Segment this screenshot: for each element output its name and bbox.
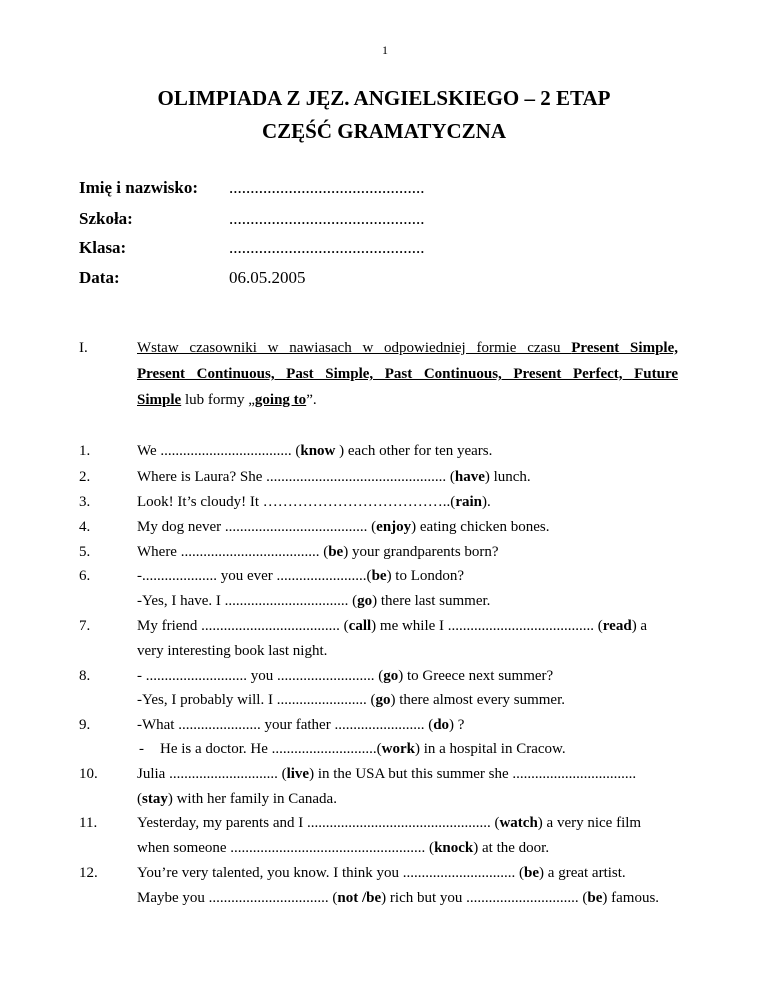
item-number: 5. xyxy=(79,544,91,560)
document-subtitle: CZĘŚĆ GRAMATYCZNA xyxy=(261,119,507,143)
tense-name: Simple xyxy=(137,392,182,408)
verb: rain xyxy=(455,494,482,510)
exercise-line: -.................... you ever ........................(be) to London? xyxy=(137,568,465,584)
verb: go xyxy=(357,593,373,609)
item-number: 6. xyxy=(79,568,91,584)
verb: call xyxy=(348,618,372,634)
item-number: 4. xyxy=(79,519,91,535)
name-label: Imię i nazwisko: xyxy=(79,178,198,197)
item-number: 2. xyxy=(79,469,91,485)
verb: not /be xyxy=(337,890,382,906)
dash-bullet: - xyxy=(139,741,144,757)
exercise-line: Julia ............................. (live) in the USA but this summer she ................................. xyxy=(137,766,637,782)
instruction-text: ”. xyxy=(306,392,317,408)
verb: be xyxy=(587,890,603,906)
class-label: Klasa: xyxy=(79,238,127,257)
verb: watch xyxy=(499,815,538,831)
date-label: Data: xyxy=(79,268,120,287)
instruction-line-3 xyxy=(137,392,678,409)
exercise-line: You’re very talented, you know. I think you .............................. (be) a great artist. xyxy=(137,865,626,881)
item-number: 10. xyxy=(79,766,98,782)
section-number: I. xyxy=(79,340,88,356)
verb: be xyxy=(371,568,387,584)
exercise-line: Where is Laura? She ................................................ (have) lunch. xyxy=(137,469,531,485)
instruction-line-2: Present Continuous, Past Simple, Past Continuous, Present Perfect, Future xyxy=(137,366,678,382)
name-field[interactable]: .............................................. xyxy=(229,178,425,197)
verb: be xyxy=(328,544,344,560)
item-number: 7. xyxy=(79,618,91,634)
exercise-line: He is a doctor. He ............................(work) in a hospital in Cracow. xyxy=(160,741,566,757)
instruction-text: lub formy „ xyxy=(181,392,255,408)
verb: read xyxy=(602,618,632,634)
verb: live xyxy=(286,766,310,782)
school-label: Szkoła: xyxy=(79,209,133,228)
exercise-line: very interesting book last night. xyxy=(137,643,328,659)
exercise-line: Yesterday, my parents and I ................................................. (watch) a very nice film xyxy=(137,815,642,831)
exercise-line: Where ..................................... (be) your grandparents born? xyxy=(137,544,499,560)
item-number: 9. xyxy=(79,717,91,733)
verb: work xyxy=(381,741,415,757)
item-number: 12. xyxy=(79,865,98,881)
school-field[interactable]: .............................................. xyxy=(229,209,425,228)
exercise-line: My friend ..................................... (call) me while I ....................................... (read) a xyxy=(137,618,648,634)
exercise-line: We ................................... (know ) each other for ten years. xyxy=(137,443,493,459)
exercise-line: Maybe you ................................ (not /be) rich but you .............................. (be) famous. xyxy=(137,890,660,906)
verb: knock xyxy=(434,840,474,856)
item-number: 11. xyxy=(79,815,98,831)
exercise-line: (stay) with her family in Canada. xyxy=(137,791,337,807)
exercise-line: when someone .................................................... (knock) at the door. xyxy=(137,840,550,856)
exercise-line: -Yes, I have. I ................................. (go) there last summer. xyxy=(137,593,491,609)
verb: enjoy xyxy=(376,519,412,535)
going-to-form: going to xyxy=(254,392,307,408)
verb: have xyxy=(454,469,485,485)
exercise-line: Look! It’s cloudy! It ………………………………..(rain). xyxy=(137,494,491,510)
item-number: 3. xyxy=(79,494,91,510)
verb: go xyxy=(383,668,399,684)
item-number: 1. xyxy=(79,443,91,459)
exercise-line: - ........................... you .......................... (go) to Greece next summer? xyxy=(137,668,554,684)
verb: stay xyxy=(142,791,168,807)
verb: do xyxy=(433,717,450,733)
date-value: 06.05.2005 xyxy=(229,268,306,287)
exercise-line: -What ...................... your father ........................ (do) ? xyxy=(137,717,465,733)
document-title: OLIMPIADA Z JĘZ. ANGIELSKIEGO – 2 ETAP xyxy=(157,86,611,110)
exercise-line: My dog never ...................................... (enjoy) eating chicken bones. xyxy=(137,519,550,535)
verb: go xyxy=(375,692,391,708)
class-field[interactable]: .............................................. xyxy=(229,238,425,257)
page-number: 1 xyxy=(382,43,388,57)
item-number: 8. xyxy=(79,668,91,684)
instruction-text: Wstaw czasowniki w nawiasach w odpowiedniej formie czasu xyxy=(137,340,572,356)
instruction-line-1 xyxy=(137,340,678,357)
exercise-line: -Yes, I probably will. I ........................ (go) there almost every summer. xyxy=(137,692,565,708)
tense-name: Present Simple, xyxy=(571,340,678,356)
verb: know xyxy=(300,443,336,459)
verb: be xyxy=(524,865,540,881)
